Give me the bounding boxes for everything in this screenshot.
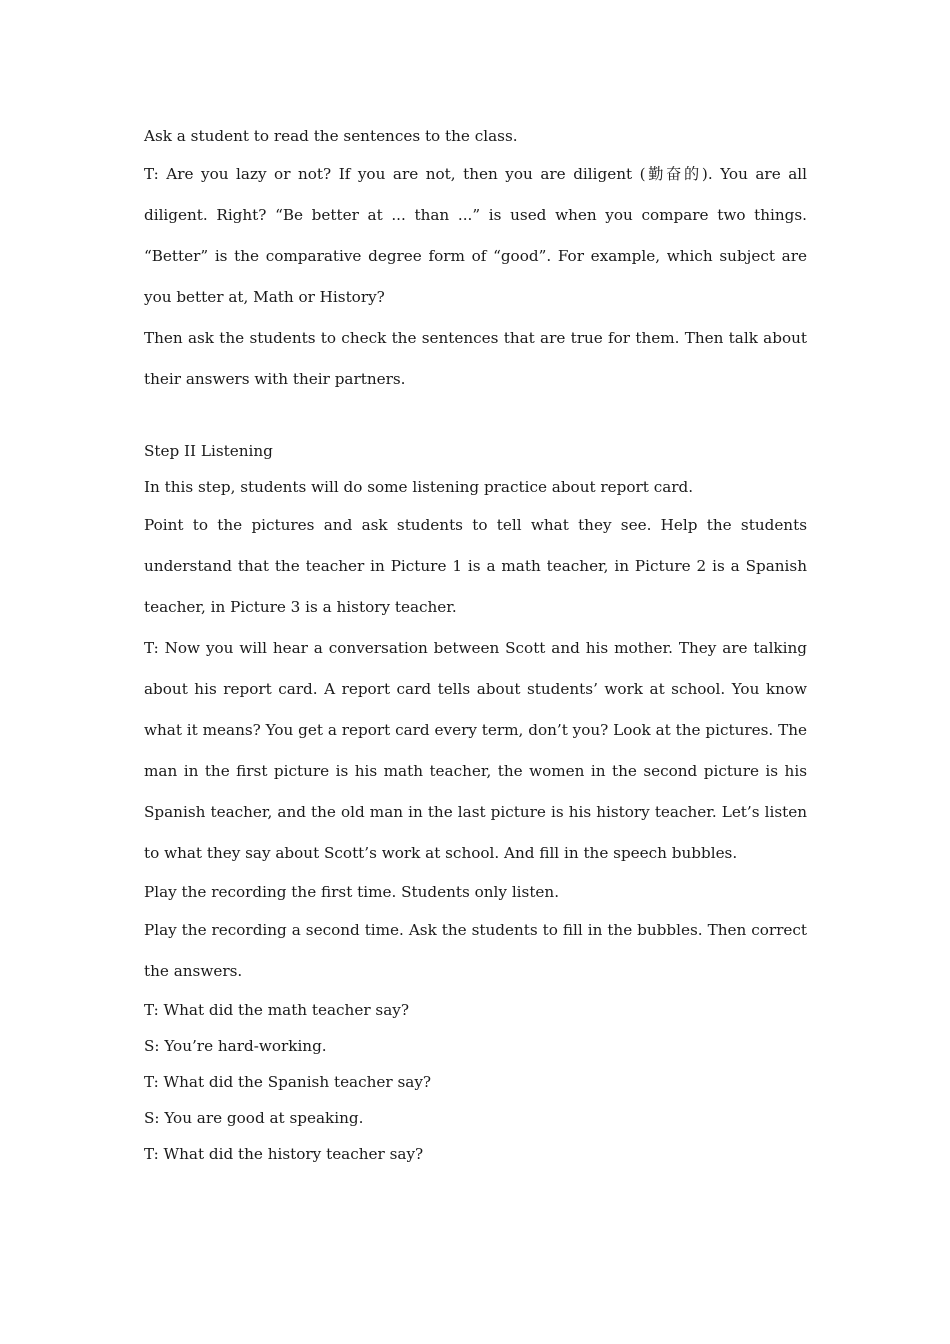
paragraph-play-first: Play the recording the first time. Students only listen. [144,883,560,901]
dialogue-line: S: You are good at speaking. [144,1109,364,1127]
paragraph-play-second: Play the recording a second time. Ask the students to fill in the bubbles. Then correct the answers. [144,921,807,980]
step-heading: Step II Listening [144,442,273,460]
dialogue-line: S: You’re hard-working. [144,1037,327,1055]
paragraph-point-pictures: Point to the pictures and ask students to tell what they see. Help the students understand that the teacher in Picture 1 is a math teacher, in Picture 2 is a Spanish teacher, in Picture 3 is a history teacher. [144,516,807,616]
dialogue-line: T: What did the Spanish teacher say? [144,1073,432,1091]
paragraph-teacher-conversation: T: Now you will hear a conversation between Scott and his mother. They are talking about his report card. A report card tells about students’ work at school. You know what it means? You get a report card every term, don’t you? Look at the pictures. The man in the first picture is his math teacher, the women in the second picture is his Spanish teacher, and the old man in the last picture is his history teacher. Let’s listen to what they say about Scott’s work at school. And fill in the speech bubbles. [144,639,807,862]
paragraph-gap [144,400,807,433]
document-page [144,118,807,1172]
paragraph-instruction-read: Ask a student to read the sentences to the class. [144,127,518,145]
dialogue-line: T: What did the history teacher say? [144,1145,424,1163]
dialogue-line: T: What did the math teacher say? [144,1001,409,1019]
paragraph-check-sentences: Then ask the students to check the sentences that are true for them. Then talk about their answers with their partners. [144,329,807,388]
paragraph-step-intro: In this step, students will do some listening practice about report card. [144,478,694,496]
paragraph-teacher-diligent: T: Are you lazy or not? If you are not, then you are diligent (勤奋的). You are all diligent. Right? “Be better at ... than ...” is used when you compare two things. “Better” is the comparative degree form of “good”. For example, which subject are you better at, Math or History? [144,165,807,306]
